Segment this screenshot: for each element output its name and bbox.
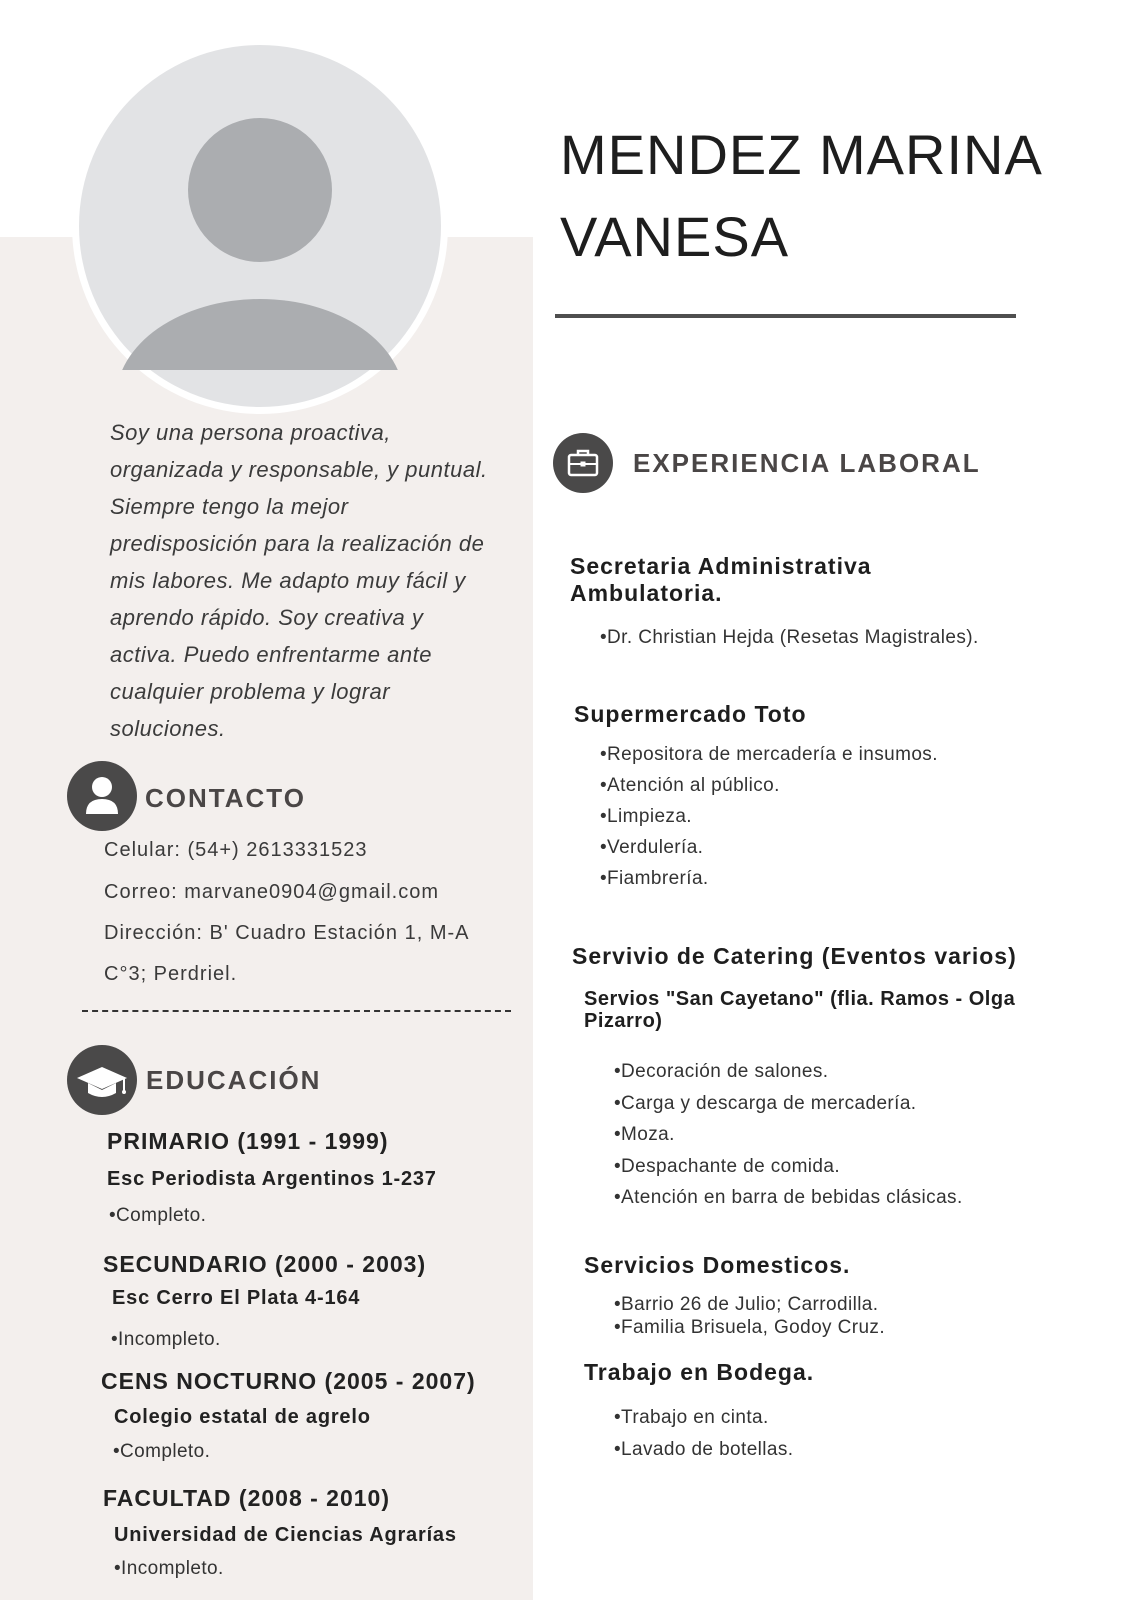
job-bullet: •Decoración de salones. — [614, 1061, 829, 1082]
section-divider — [82, 1010, 511, 1012]
job-title: Servivio de Catering (Eventos varios) — [572, 943, 1017, 969]
graduation-cap-icon — [67, 1045, 137, 1120]
job-title: Supermercado Toto — [574, 701, 807, 727]
avatar-placeholder-icon — [72, 38, 448, 414]
education-school: Esc Cerro El Plata 4-164 — [112, 1287, 361, 1309]
contact-email: Correo: marvane0904@gmail.com — [104, 881, 439, 903]
education-level: CENS NOCTURNO (2005 - 2007) — [101, 1368, 476, 1394]
job-subtitle: Servios "San Cayetano" (flia. Ramos - Olga Pizarro) — [584, 988, 1016, 1032]
education-level: PRIMARIO (1991 - 1999) — [107, 1128, 389, 1154]
summary-line: Soy una persona proactiva, — [110, 420, 391, 445]
education-school: Colegio estatal de agrelo — [114, 1406, 371, 1428]
job-bullet: •Atención al público. — [600, 775, 780, 796]
profile-avatar — [72, 38, 448, 414]
contact-address-line: Dirección: B' Cuadro Estación 1, M-A — [104, 922, 470, 944]
job-bullet-list — [614, 1402, 793, 1466]
job-bullet: •Atención en barra de bebidas clásicas. — [614, 1187, 963, 1208]
summary-line: activa. Puedo enfrentarme ante — [110, 642, 432, 667]
profile-summary — [110, 414, 488, 747]
job-bullet: •Limpieza. — [600, 806, 692, 827]
summary-line: mis labores. Me adapto muy fácil y — [110, 568, 466, 593]
education-level: SECUNDARIO (2000 - 2003) — [103, 1251, 427, 1277]
education-status: •Incompleto. — [114, 1558, 224, 1579]
job-bullet: •Moza. — [614, 1124, 675, 1145]
experience-title: EXPERIENCIA LABORAL — [633, 448, 981, 478]
job-bullet: •Trabajo en cinta. — [614, 1407, 769, 1428]
summary-line: aprendo rápido. Soy creativa y — [110, 605, 424, 630]
education-level: FACULTAD (2008 - 2010) — [103, 1485, 390, 1511]
summary-line: cualquier problema y lograr — [110, 679, 391, 704]
job-bullet: •Dr. Christian Hejda (Resetas Magistrales). — [600, 627, 979, 648]
job-title: Secretaria Administrativa Ambulatoria. — [570, 553, 872, 606]
job-title: Servicios Domesticos. — [584, 1252, 851, 1278]
job-bullet: •Barrio 26 de Julio; Carrodilla. — [614, 1294, 879, 1315]
name-line-2: VANESA — [560, 205, 790, 268]
job-bullet: •Carga y descarga de mercadería. — [614, 1092, 917, 1114]
name-line-1: MENDEZ MARINA — [560, 123, 1043, 186]
job-bullet: •Despachante de comida. — [614, 1155, 841, 1177]
summary-line: Siempre tengo la mejor — [110, 494, 349, 519]
education-title: EDUCACIÓN — [146, 1065, 322, 1095]
job-bullet: •Lavado de botellas. — [614, 1439, 794, 1460]
contact-address-line: C°3; Perdriel. — [104, 963, 238, 985]
education-school: Esc Periodista Argentinos 1-237 — [107, 1168, 437, 1190]
job-bullet-list — [600, 739, 938, 894]
education-status: •Completo. — [113, 1441, 211, 1462]
person-icon — [67, 761, 137, 836]
education-status: •Completo. — [109, 1205, 207, 1226]
briefcase-icon — [553, 433, 613, 498]
job-bullet: •Repositora de mercadería e insumos. — [600, 744, 938, 765]
job-bullet: •Fiambrería. — [600, 868, 709, 889]
job-bullet: •Verdulería. — [600, 837, 704, 858]
summary-line: organizada y responsable, y puntual. — [110, 457, 488, 482]
job-bullet-list — [614, 1056, 963, 1214]
education-status: •Incompleto. — [111, 1329, 221, 1350]
job-bullet: •Familia Brisuela, Godoy Cruz. — [614, 1317, 886, 1338]
name-underline — [555, 314, 1016, 318]
contact-phone: Celular: (54+) 2613331523 — [104, 839, 368, 861]
job-title: Trabajo en Bodega. — [584, 1359, 815, 1385]
summary-line: soluciones. — [110, 716, 226, 741]
education-school: Universidad de Ciencias Agrarías — [114, 1524, 457, 1546]
job-bullet-list — [614, 1293, 885, 1339]
summary-line: predisposición para la realización de — [110, 531, 485, 556]
contact-title: CONTACTO — [145, 783, 306, 813]
candidate-name — [560, 114, 1043, 278]
